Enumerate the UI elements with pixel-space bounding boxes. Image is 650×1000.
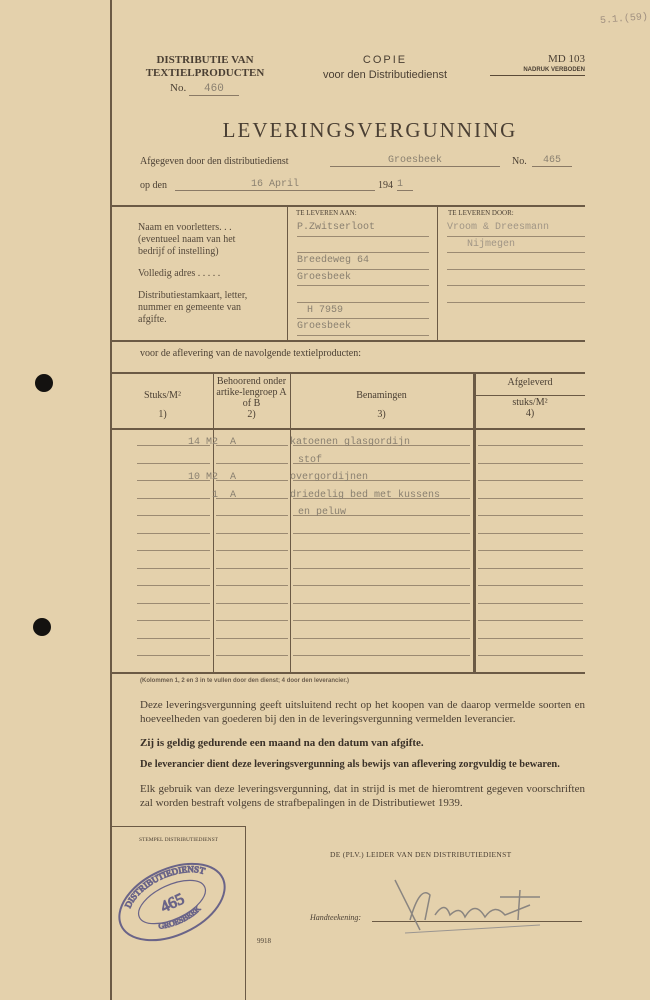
row-rule [478, 533, 583, 534]
para-usage: Deze leveringsvergunning geeft uitsluitend recht op het koopen van de daarop vermelde soorten en hoeveelheden van goederen bij den in de leveringsvergunning vermelden leverancier. [140, 699, 585, 725]
row-rule [137, 603, 210, 604]
stamp-number: 465 [158, 890, 188, 917]
cell-desc: stof [298, 454, 323, 466]
stamp-box-label: STEMPEL DISTRIBUTIEDIENST [138, 837, 219, 843]
stamp-seal [112, 850, 242, 950]
col-num: 4) [525, 408, 535, 419]
by-fields: Vroom & Dreesmann Nijmegen [447, 220, 585, 303]
form-code: MD 103 [548, 53, 585, 65]
date-label: op den [140, 180, 167, 191]
col-header-delivered: Afgeleverd [507, 377, 553, 388]
row-rule [293, 550, 470, 551]
table-row [112, 437, 585, 455]
cell-group: A [230, 489, 237, 501]
para-supplier: De leverancier dient deze leveringsvergunning als bewijs van aflevering zorgvuldig te bewaren. [140, 759, 560, 770]
cell-qty: 10 M2 [187, 472, 218, 483]
table-row [112, 490, 585, 508]
row-rule [293, 533, 470, 534]
col-sub: stuks/M² [512, 397, 548, 408]
page-title: LEVERINGSVERGUNNING [222, 118, 518, 142]
row-rule [293, 568, 470, 569]
col-header-group: Behoorend onder artike-lengroep A of B [216, 376, 287, 409]
para-validity: Zij is geldig gedurende een maand na den datum van afgifte. [140, 737, 424, 749]
cell-desc: driedelig bed met kussens [290, 489, 441, 501]
table-row [112, 507, 585, 525]
cell-group: A [230, 437, 237, 448]
signature-label: Handteekening: [310, 913, 362, 922]
party-labels: Naam en voorletters. . . (eventueel naam van het bedrijf of instelling) Volledig adres . . . . . Distributiestamkaart, letter, nummer en gemeente van afgifte. [138, 222, 248, 325]
cell-qty: 1 [211, 489, 218, 501]
intro-text: voor de aflevering van de navolgende textielproducten: [140, 348, 362, 359]
footnote: (Kolommen 1, 2 en 3 in te vullen door den dienst; 4 door den leverancier.) [140, 678, 350, 684]
issued-place: Groesbeek [330, 155, 500, 167]
to-header: TE LEVEREN AAN: [296, 209, 357, 217]
pencil-note: 5.1.(59) [599, 11, 649, 28]
row-rule [216, 550, 288, 551]
row-rule [216, 620, 288, 621]
row-rule [216, 585, 288, 586]
table-row [112, 472, 585, 490]
to-fields: P.Zwitserloot Breedeweg 64 Groesbeek H 7959 Groesbeek [297, 220, 429, 336]
cell-group: A [230, 472, 237, 483]
col-num: 3) [377, 409, 386, 420]
copy-label: COPIE [362, 54, 408, 66]
copy-sub: voor den Distributiedienst [322, 69, 448, 81]
row-rule [216, 533, 288, 534]
stamp-top: DISTRIBUTIEDIENST [122, 864, 207, 910]
issued-label: Afgegeven door den distributiedienst [140, 156, 289, 167]
header-left-line2: TEXTIELPRODUCTEN [145, 67, 265, 79]
row-rule [137, 585, 210, 586]
signature [390, 875, 550, 935]
row-rule [137, 655, 210, 656]
row-rule [478, 655, 583, 656]
issued-no: 465 [532, 155, 572, 167]
issued-date: 16 April [175, 179, 375, 191]
row-rule [293, 638, 470, 639]
header-left-line1: DISTRIBUTIE VAN [156, 54, 254, 66]
punch-hole [35, 374, 53, 392]
col-num: 1) [158, 409, 167, 420]
row-rule [216, 603, 288, 604]
cell-qty: 14 M2 [187, 437, 218, 448]
row-rule [216, 655, 288, 656]
col-header-desc: Benamingen [356, 390, 407, 401]
col-num: 2) [247, 409, 256, 420]
row-rule [478, 638, 583, 639]
divider [112, 340, 585, 342]
issued-no-label: No. [512, 156, 527, 167]
row-rule [216, 568, 288, 569]
cell-desc: overgordijnen [290, 472, 369, 483]
cell-desc: katoenen glasgordijn [290, 437, 411, 448]
row-rule [293, 620, 470, 621]
row-rule [293, 655, 470, 656]
by-header: TE LEVEREN DOOR: [448, 209, 514, 217]
divider [287, 207, 288, 340]
row-rule [137, 568, 210, 569]
row-rule [478, 550, 583, 551]
stamp-bottom: GROESBEEK [157, 904, 203, 931]
divider [437, 207, 438, 340]
row-rule [137, 620, 210, 621]
reprint-notice: NADRUK VERBODEN [490, 67, 585, 76]
divider [112, 205, 585, 207]
row-rule [478, 620, 583, 621]
print-code: 9918 [257, 937, 271, 945]
header-no: No. 460 [170, 82, 239, 96]
table-row [112, 455, 585, 473]
cell-desc: en peluw [298, 507, 347, 518]
para-penalty: Elk gebruik van deze leveringsvergunning, dat in strijd is met de hieromtrent gegeven voorschriften zal worden bestraft volgens de strafbepalingen in de Distributiewet 1939. [140, 783, 585, 809]
row-rule [293, 585, 470, 586]
year-prefix: 194 [378, 180, 393, 191]
row-rule [137, 550, 210, 551]
row-rule [478, 585, 583, 586]
row-rule [478, 568, 583, 569]
punch-hole [33, 618, 51, 636]
row-rule [137, 533, 210, 534]
row-rule [293, 603, 470, 604]
row-rule [137, 638, 210, 639]
row-rule [478, 603, 583, 604]
year-suffix: 1 [397, 179, 413, 191]
signature-title: DE (PLV.) LEIDER VAN DEN DISTRIBUTIEDIENST [330, 850, 512, 859]
row-rule [216, 638, 288, 639]
col-header-qty: Stuks/M² [144, 390, 181, 401]
